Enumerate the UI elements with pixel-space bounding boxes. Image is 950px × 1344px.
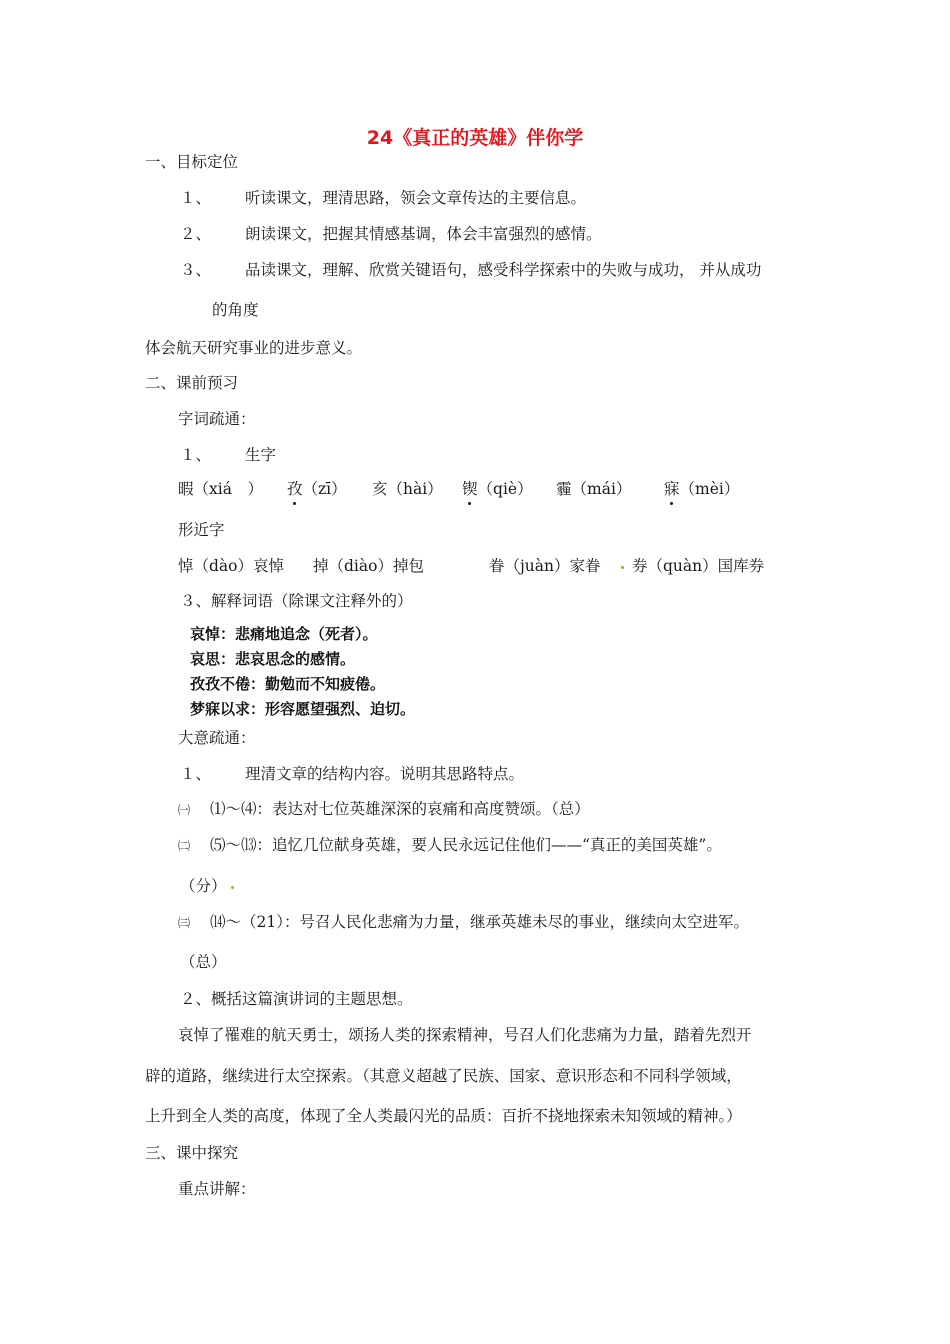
similar-char-item: 掉（diào）掉包 — [313, 557, 424, 575]
goal-item-3-number: ３、 — [180, 261, 212, 279]
theme-answer-line: 辟的道路，继续进行太空探索。（其意义超越了民族、国家、意识形态和不同科学领域， — [145, 1067, 742, 1085]
theme-question: ２、概括这篇演讲词的主题思想。 — [180, 990, 413, 1008]
stray-dot — [231, 886, 234, 889]
goal-item-2-number: ２、 — [180, 225, 212, 243]
similar-char-item: 券（quàn）国库券 — [632, 557, 765, 575]
document-title: 24《真正的英雄》伴你学 — [366, 127, 584, 149]
part-tag: （分） — [180, 877, 227, 895]
section-heading-preview: 二、课前预习 — [145, 374, 239, 392]
similar-chars-label: 形近字 — [178, 521, 225, 539]
subheading-main-idea: 大意疏通： — [178, 729, 256, 747]
new-chars-label: 生字 — [245, 446, 277, 464]
definition-line: 哀思：悲哀思念的感情。 — [190, 650, 356, 668]
char-pinyin: （mèi） — [679, 480, 740, 498]
char-item — [287, 479, 347, 499]
part-text: ⑸～⒀：追忆几位献身英雄，要人民永远记住他们——“真正的美国英雄”。 — [210, 836, 722, 854]
part-text: ⑴～⑷：表达对七位英雄深深的哀痛和高度赞颂。（总） — [210, 800, 590, 818]
goal-item-1-number: １、 — [180, 189, 212, 207]
dotted-char: 锲 — [462, 480, 478, 498]
char-pinyin: （qiè） — [477, 480, 533, 498]
char-pinyin: （zī） — [302, 480, 347, 498]
char-item — [664, 479, 739, 499]
char-text: 霾（mái） — [556, 480, 632, 498]
new-chars-number: １、 — [180, 446, 212, 464]
goal-item-2-text: 朗读课文，把握其情感基调，体会丰富强烈的感情。 — [245, 225, 602, 243]
structure-item-text: 理清文章的结构内容。说明其思路特点。 — [245, 765, 525, 783]
structure-item-number: １、 — [180, 765, 212, 783]
explain-words-heading: ３、解释词语（除课文注释外的） — [180, 592, 413, 610]
char-text: 暇（xiá ） — [178, 480, 263, 498]
section-heading-goals: 一、目标定位 — [145, 153, 239, 171]
subheading-key-points: 重点讲解： — [178, 1180, 256, 1198]
similar-char-item: 悼（dào）哀悼 — [178, 557, 284, 575]
part-marker: ㈡ — [178, 839, 191, 853]
section-heading-explore: 三、课中探究 — [145, 1144, 239, 1162]
part-text: ⒁～（21）：号召人民化悲痛为力量，继承英雄未尽的事业，继续向太空进军。 — [210, 913, 749, 931]
definition-line: 孜孜不倦：勤勉而不知疲倦。 — [190, 675, 386, 693]
subheading-vocabulary: 字词疏通： — [178, 410, 256, 428]
char-item — [556, 479, 631, 499]
theme-answer-line: 上升到全人类的高度，体现了全人类最闪光的品质：百折不挠地探索未知领域的精神。） — [145, 1107, 742, 1125]
definition-line: 梦寐以求：形容愿望强烈、迫切。 — [190, 700, 416, 718]
goal-item-3-continuation: 的角度 — [212, 301, 259, 319]
part-marker: ㈠ — [178, 803, 191, 817]
theme-answer-line: 哀悼了罹难的航天勇士，颂扬人类的探索精神，号召人们化悲痛为力量，踏着先烈开 — [178, 1026, 752, 1044]
goal-item-3-continuation-2: 体会航天研究事业的进步意义。 — [145, 339, 363, 357]
char-item — [372, 479, 443, 499]
goal-item-3-text: 品读课文，理解、欣赏关键语句，感受科学探索中的失败与成功， 并从成功 — [245, 261, 762, 279]
similar-char-item: 眷（juàn）家眷 — [489, 557, 601, 575]
dotted-char: 孜 — [287, 480, 303, 498]
goal-item-1-text: 听读课文，理清思路，领会文章传达的主要信息。 — [245, 189, 587, 207]
stray-dot — [621, 566, 624, 569]
part-continuation — [180, 876, 238, 896]
dotted-char: 寐 — [664, 480, 680, 498]
char-item — [462, 479, 533, 499]
char-item — [178, 479, 263, 499]
char-text: 亥（hài） — [372, 480, 443, 498]
definition-line: 哀悼：悲痛地追念（死者）。 — [190, 625, 378, 643]
part-continuation: （总） — [180, 953, 227, 971]
part-marker: ㈢ — [178, 916, 191, 930]
